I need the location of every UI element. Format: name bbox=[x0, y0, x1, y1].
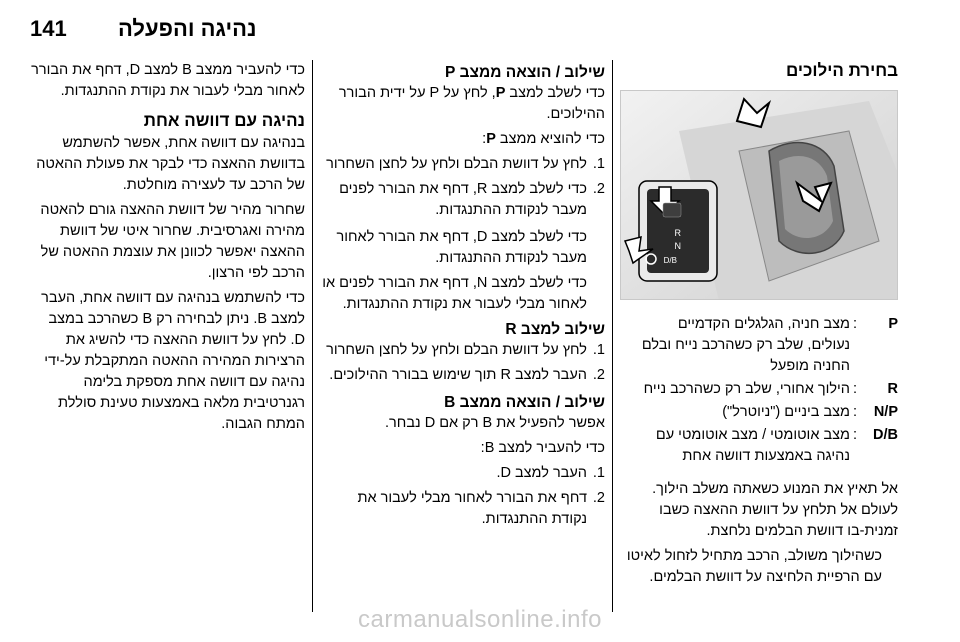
step-number: 1. bbox=[592, 465, 605, 481]
steps-list bbox=[320, 340, 605, 386]
paragraph: כדי להעביר למצב B: bbox=[480, 440, 605, 456]
step-text: לחץ על דוושת הבלם ולחץ על לחצן השחרור bbox=[326, 156, 587, 172]
paragraph: כדי לשלב למצב N, דחף את הבורר לפנים או לאחור מבלי לעבור את נקודת ההתנגדות. bbox=[322, 275, 587, 312]
mode-row bbox=[620, 425, 898, 469]
paragraph: כדי להעביר ממצב B למצב D, דחף את הבורר לאחור מבלי לעבור את נקודת ההתנגדות. bbox=[31, 62, 305, 99]
paragraph: כדי לשלב למצב D, דחף את הבורר לאחור מעבר לנקודת ההתנגדות. bbox=[336, 229, 587, 266]
mode-key: P bbox=[888, 316, 898, 332]
mode-colon: : bbox=[852, 381, 858, 397]
watermark: carmanualsonline.info bbox=[358, 606, 602, 633]
subheading: שילוב / הוצאה ממצב P bbox=[444, 64, 605, 81]
left-column bbox=[30, 60, 305, 439]
subheading: נהיגה עם דוושה אחת bbox=[143, 111, 305, 130]
list-item bbox=[320, 340, 605, 361]
step-number: 2. bbox=[592, 181, 605, 197]
mode-key: D/B bbox=[873, 427, 898, 443]
paragraph: כדי להשתמש בנהיגה עם דוושה אחת, העבר למצב B. ניתן לבחירה רק B כשהרכב במצב D. לחץ על דוושת ההאצה כדי להשיג את הרצירות המהירה ההאטה המתקבלת על-ידי נהיגה עם דוושה אחת מספקת בלימה רגנרטיבית מלאה באמצעות טעינת סוללת המתח הגבוה. bbox=[41, 290, 305, 432]
column-divider-right bbox=[612, 60, 613, 612]
subheading: שילוב למצב R bbox=[505, 321, 605, 338]
steps-list bbox=[320, 154, 605, 221]
steps-list bbox=[320, 463, 605, 530]
step-text: לחץ על דוושת הבלם ולחץ על לחצן השחרור bbox=[326, 342, 587, 358]
paragraph: אפשר להפעיל את B רק אם D נבחר. bbox=[385, 415, 605, 431]
figure-label-r: R bbox=[674, 228, 681, 238]
paragraph: אל תאיץ את המנוע כשאתה משלב הילוך. לעולם אל תלחץ על דוושת ההאצה כשבו זמנית-בו דוושת הבלמים נלחצת. bbox=[652, 481, 898, 539]
mode-desc: מצב אוטומטי / מצב אוטומטי עם נהיגה באמצעות דוושה אחת bbox=[655, 427, 850, 464]
step-number: 1. bbox=[592, 342, 605, 358]
paragraph: כשהילוך משולב, הרכב מתחיל לזחול לאיטו עם הרפיית הלחיצה על דוושת הבלמים. bbox=[626, 548, 882, 585]
step-text: העבר למצב D. bbox=[496, 465, 587, 481]
step-text: כדי לשלב למצב R, דחף את הבורר לפנים מעבר לנקודת ההתנגדות. bbox=[339, 181, 587, 218]
key-letter: P bbox=[486, 131, 496, 147]
mode-colon: : bbox=[852, 427, 858, 443]
step-text: העבר למצב R תוך שימוש בבורר ההילוכים. bbox=[329, 367, 587, 383]
mode-desc: מצב ביניים ("ניוטרל") bbox=[722, 404, 850, 420]
gear-selector-illustration bbox=[620, 90, 898, 300]
gear-selector-drawing bbox=[620, 91, 897, 300]
mode-key: R bbox=[887, 381, 898, 397]
mode-row bbox=[620, 314, 898, 379]
mode-desc: הילוך אחורי, שלב רק כשהרכב נייח bbox=[643, 381, 850, 397]
running-head: נהיגה והפעלה bbox=[118, 16, 257, 41]
paragraph: שחרור מהיר של דוושת ההאצה גורם להאטה מהירה ואגרסיבית. שחרור איטי של דוושת ההאצה יאפשר לכוונן את עוצמת ההאטה של הרכב לפי הרצון. bbox=[40, 202, 305, 281]
right-column bbox=[620, 60, 898, 592]
text-run: , לחץ על P על ידית הבורר ההילוכים. bbox=[338, 85, 605, 122]
mode-row bbox=[620, 379, 898, 402]
figure-label-db: D/B bbox=[663, 256, 677, 265]
text-run: כדי לשלב למצב bbox=[505, 85, 605, 101]
step-number: 1. bbox=[592, 156, 605, 172]
paragraph bbox=[320, 83, 605, 125]
list-item bbox=[320, 179, 605, 221]
middle-column bbox=[320, 60, 605, 536]
mode-row bbox=[620, 402, 898, 425]
mode-colon: : bbox=[852, 404, 858, 420]
list-item bbox=[320, 488, 605, 530]
gear-modes-table bbox=[620, 314, 898, 469]
list-item bbox=[320, 365, 605, 386]
text-run: : bbox=[482, 131, 487, 147]
page-header bbox=[0, 0, 960, 58]
step-text: דחף את הבורר לאחור מבלי לעבור את נקודת ההתנגדות. bbox=[357, 490, 587, 527]
step-number: 2. bbox=[592, 490, 605, 506]
column-divider-left bbox=[312, 60, 313, 612]
paragraph: בנהיגה עם דוושה אחת, אפשר להשתמש בדוושת ההאצה כדי לבקר את פעולת ההאטה של הרכב עד לעצירה מוחלטת. bbox=[36, 135, 305, 193]
subheading: שילוב / הוצאה ממצב B bbox=[444, 394, 605, 411]
key-letter: P bbox=[495, 85, 506, 101]
figure-label-n: N bbox=[674, 241, 681, 251]
text-run: כדי להוציא ממצב bbox=[495, 131, 605, 147]
paragraph bbox=[320, 129, 605, 150]
list-item bbox=[320, 154, 605, 175]
step-number: 2. bbox=[592, 367, 605, 383]
mode-key: N/P bbox=[873, 404, 898, 420]
mode-desc: מצב חניה, הגלגלים הקדמיים נעולים, שלב רק כשהרכב נייח ובלם החניה מופעל bbox=[641, 316, 850, 374]
mode-colon: : bbox=[852, 316, 858, 332]
list-item bbox=[320, 463, 605, 484]
page-number: 141 bbox=[30, 16, 67, 41]
section-title: בחירת הילוכים bbox=[785, 61, 898, 80]
